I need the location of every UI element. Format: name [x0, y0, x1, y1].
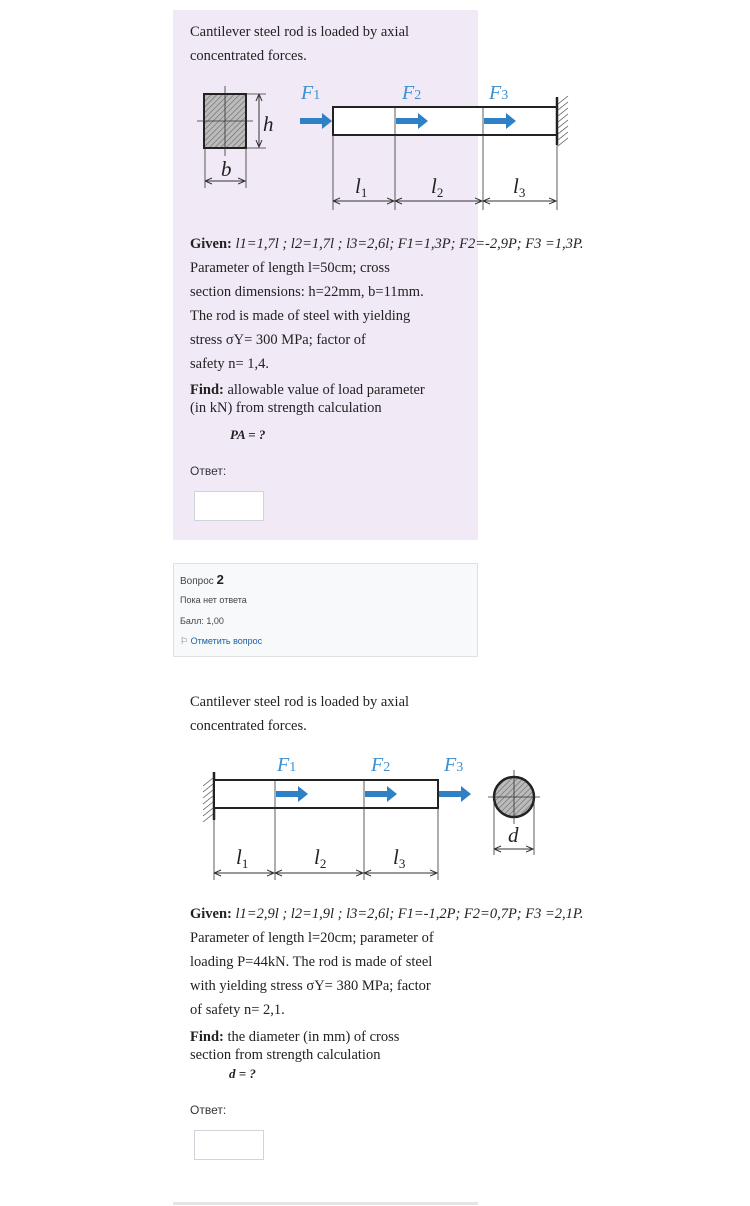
q1-find-2: (in kN) from strength calculation: [190, 400, 382, 416]
q1-intro-2: concentrated forces.: [190, 48, 307, 64]
l2-label: l2: [431, 174, 444, 200]
q1-answer-label: Ответ:: [190, 464, 227, 478]
q1-line2: Parameter of length l=50cm; cross: [190, 260, 390, 276]
d-label: d: [508, 823, 519, 847]
q2-find: Find: the diameter (in mm) of cross: [190, 1029, 400, 1045]
q2-line4: with yielding stress σY= 380 MPa; factor: [190, 978, 431, 994]
flag-question-link[interactable]: ⚐ Отметить вопрос: [180, 636, 263, 646]
q1-unknown: PA = ?: [230, 427, 266, 442]
q1-line4: The rod is made of steel with yielding: [190, 308, 411, 324]
q2-fixed-wall: [203, 772, 214, 822]
q2-l1-label: l1: [236, 845, 249, 871]
q1-line6: safety n= 1,4.: [190, 356, 270, 372]
f1-label: F1: [301, 82, 321, 104]
q2-find-2: section from strength calculation: [190, 1047, 381, 1063]
flag-icon: ⚐: [180, 636, 189, 646]
q2-given: Given: l1=2,9l ; l2=1,9l ; l3=2,6l; F1=-1,2P; F2=0,7P; F3 =2,1P.: [190, 906, 584, 922]
q1-line3: section dimensions: h=22mm, b=11mm.: [190, 284, 424, 300]
q2-f3-label: F3: [444, 754, 464, 776]
question-number: Вопрос 2: [180, 572, 224, 587]
f2-label: F2: [402, 82, 422, 104]
l1-label: l1: [355, 174, 368, 200]
q2-f2-label: F2: [371, 754, 391, 776]
q1-answer-input[interactable]: [194, 491, 264, 521]
f3-label: F3: [489, 82, 509, 104]
arrow-f1: [300, 113, 332, 129]
q2-unknown: d = ?: [229, 1066, 256, 1081]
q2-f1-label: F1: [277, 754, 297, 776]
q2-line3: loading P=44kN. The rod is made of steel: [190, 954, 433, 970]
q2-line5: of safety n= 2,1.: [190, 1002, 285, 1018]
q1-given: Given: l1=1,7l ; l2=1,7l ; l3=2,6l; F1=1,3P; F2=-2,9P; F3 =1,3P.: [190, 236, 584, 252]
q2-answer-input[interactable]: [194, 1130, 264, 1160]
q2-line2: Parameter of length l=20cm; parameter of: [190, 930, 434, 946]
score: Балл: 1,00: [180, 616, 224, 626]
q2-answer-label: Ответ:: [190, 1103, 227, 1117]
rect-cross-section: [197, 86, 266, 188]
q2-intro-2: concentrated forces.: [190, 718, 307, 734]
q2-l3-label: l3: [393, 845, 406, 871]
q2-intro-1: Cantilever steel rod is loaded by axial: [190, 694, 410, 710]
l3-label: l3: [513, 174, 526, 200]
b-label: b: [221, 157, 232, 181]
arrow-f3: [439, 786, 471, 802]
q2-l2-label: l2: [314, 845, 327, 871]
fixed-wall: [557, 96, 568, 146]
next-question-border: [173, 1202, 478, 1205]
q1-line5: stress σY= 300 MPa; factor of: [190, 332, 366, 348]
question-2-info: [173, 563, 478, 657]
q1-find: Find: allowable value of load parameter: [190, 382, 425, 398]
q1-intro-1: Cantilever steel rod is loaded by axial: [190, 24, 410, 40]
h-label: h: [263, 112, 274, 136]
answer-status: Пока нет ответа: [180, 595, 247, 605]
